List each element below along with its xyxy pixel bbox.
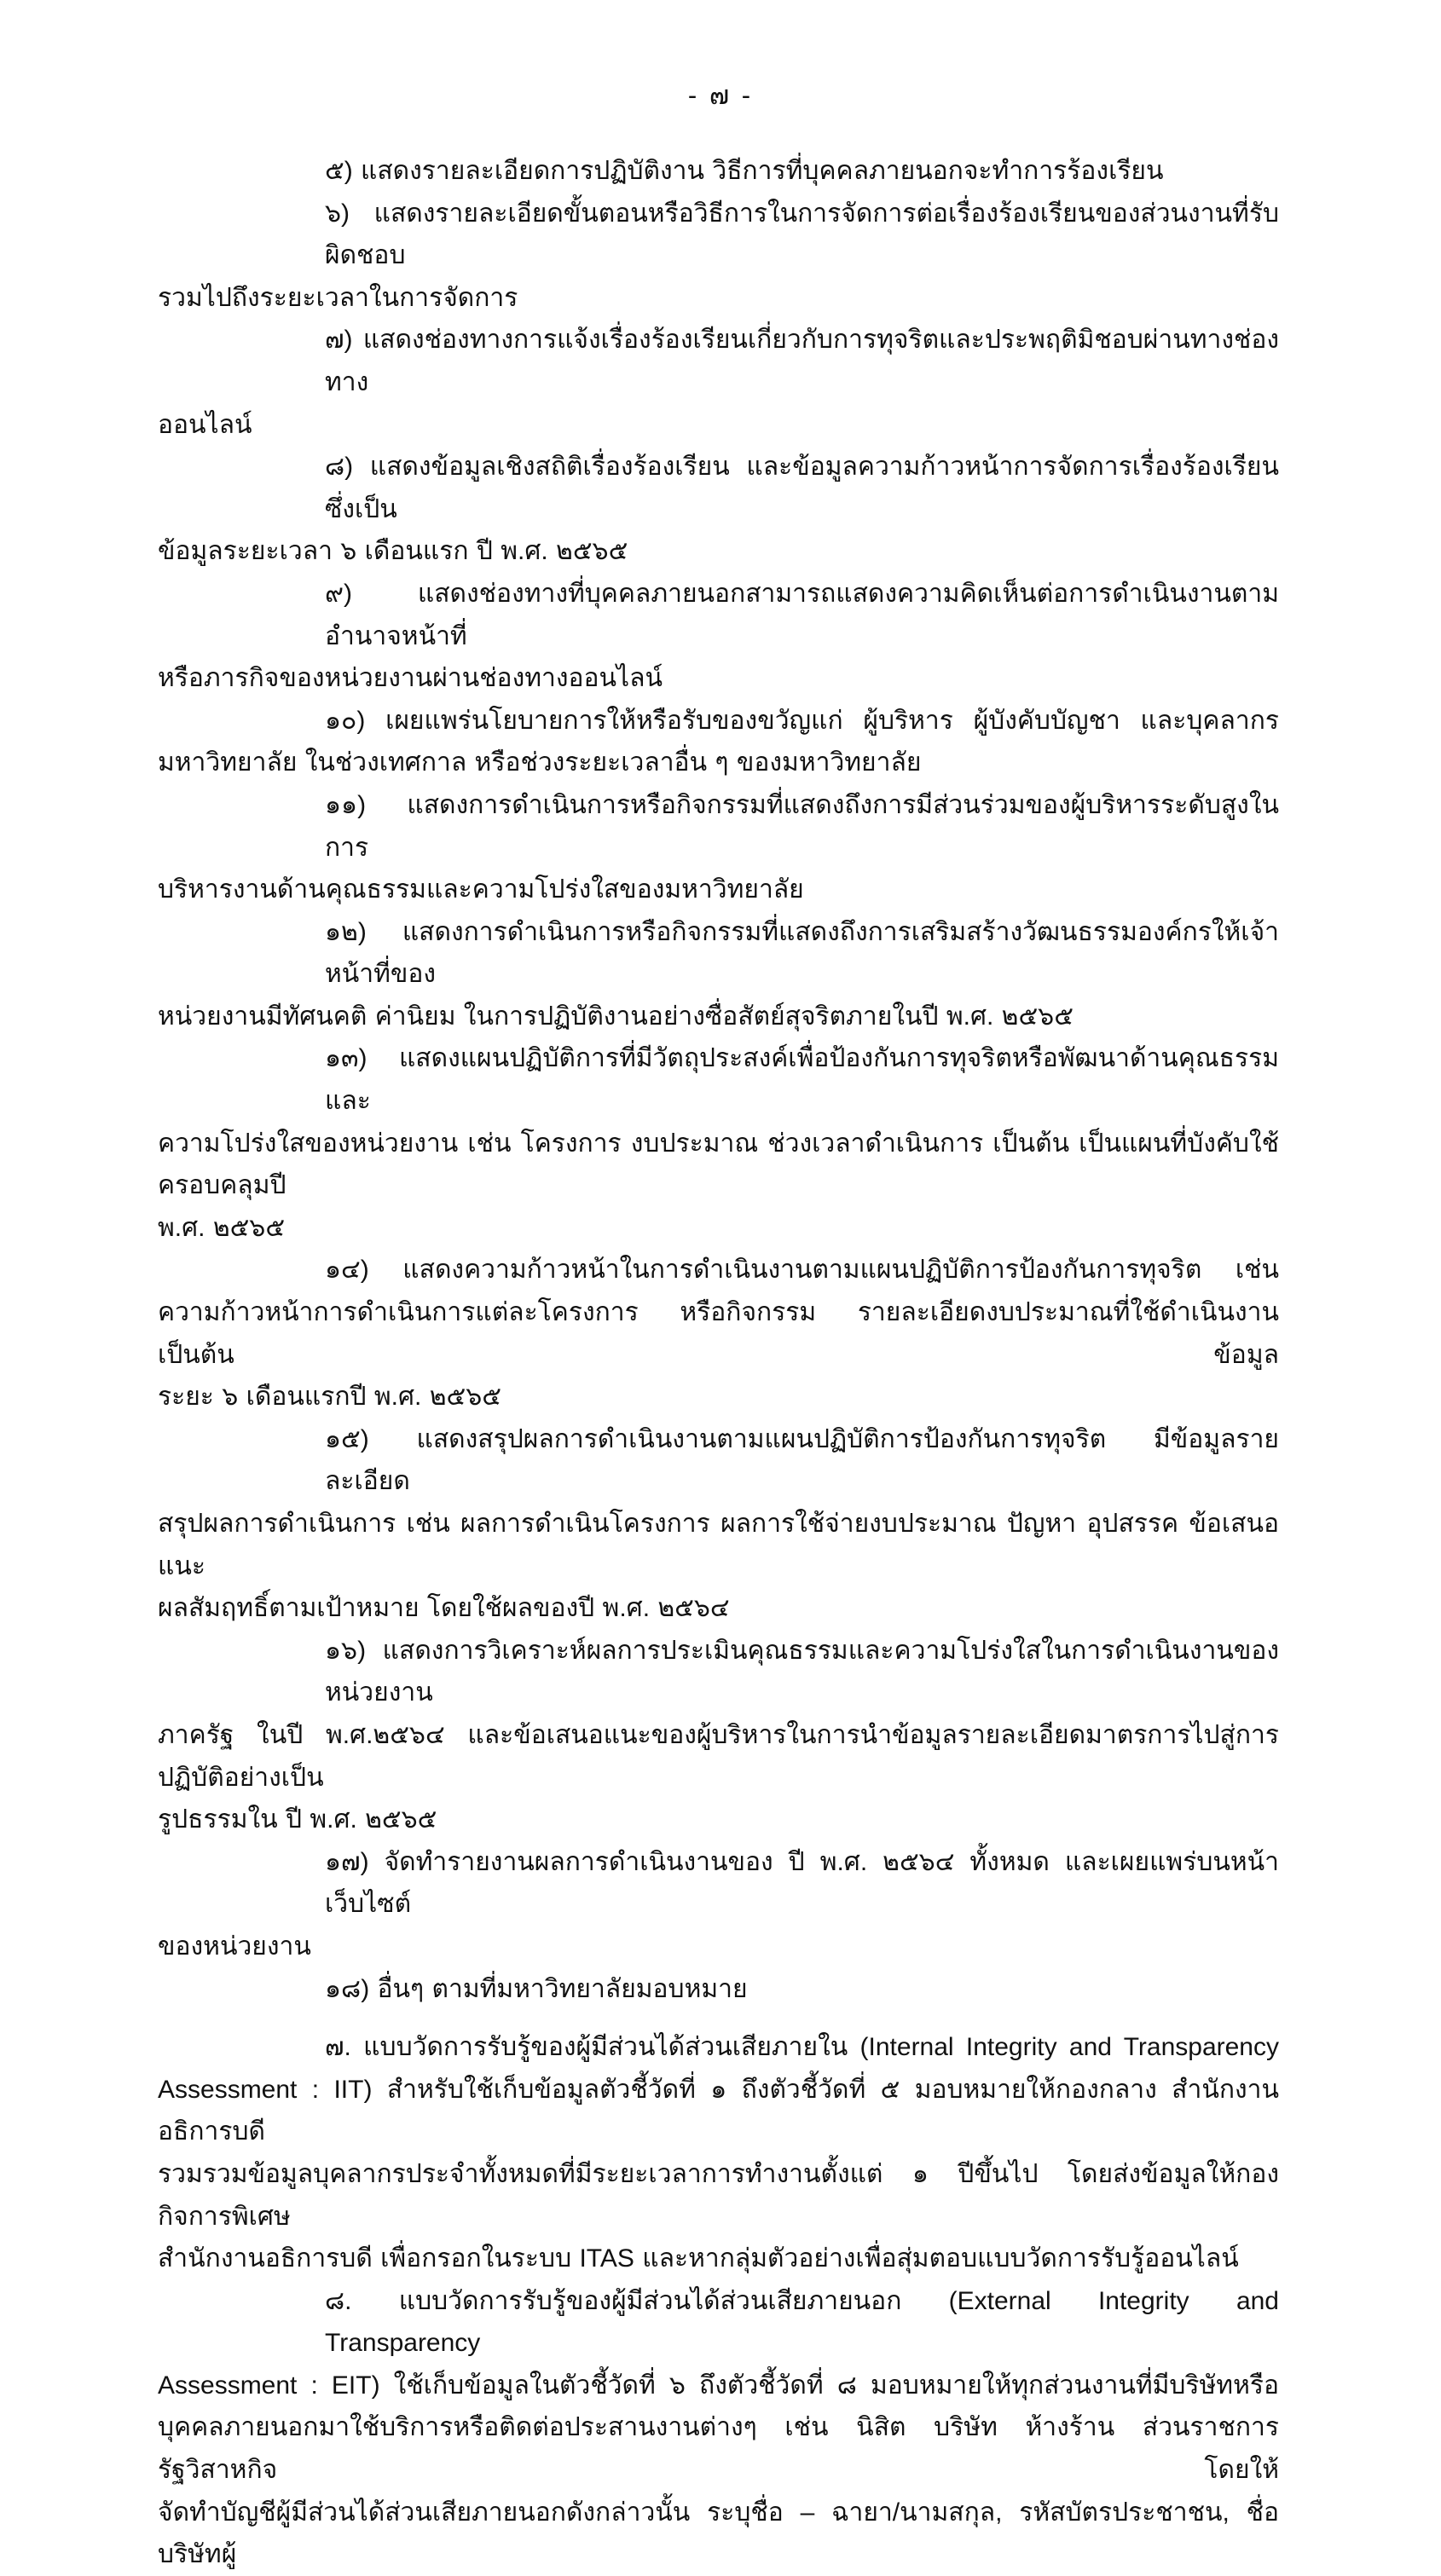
text-line: บริหารงานด้านคุณธรรมและความโปร่งใสของมหาวิทยาลัย (158, 875, 804, 904)
text-line: ระยะ ๖ เดือนแรกปี พ.ศ. ๒๕๖๕ (158, 1383, 501, 1412)
text-line: หรือภารกิจของหน่วยงานผ่านช่องทางออนไลน์ (158, 664, 663, 693)
text-line: สำนักงานอธิการบดี เพื่อกรอกในระบบ ITAS และหากลุ่มตัวอย่างเพื่อสุ่มตอบแบบวัดการรับรู้ออนไลน์ (158, 2244, 1239, 2273)
text-line: ๑๗) จัดทำรายงานผลการดำเนินงานของ ปี พ.ศ. ๒๕๖๔ ทั้งหมด และเผยแพร่บนหน้าเว็บไซต์ (325, 1847, 1279, 1919)
text-line: ๑๔) แสดงความก้าวหน้าในการดำเนินงานตามแผนปฏิบัติการป้องกันการทุจริต เช่น (325, 1256, 1279, 1285)
text-line: ๑๕) แสดงสรุปผลการดำเนินงานตามแผนปฏิบัติการป้องกันการทุจริต มีข้อมูลรายละเอียด (325, 1424, 1279, 1496)
text-line: ๑๑) แสดงการดำเนินการหรือกิจกรรมที่แสดงถึงการมีส่วนร่วมของผู้บริหารระดับสูงในการ (325, 790, 1279, 862)
text-line: Assessment : IIT) สำหรับใช้เก็บข้อมูลตัวชี้วัดที่ ๑ ถึงตัวชี้วัดที่ ๕ มอบหมายให้กองกลาง สำนักงานอธิการบดี (158, 2075, 1279, 2146)
text-line: ๘) แสดงข้อมูลเชิงสถิติเรื่องร้องเรียน และข้อมูลความก้าวหน้าการจัดการเรื่องร้องเรียน ซึ่งเป็น (325, 453, 1279, 523)
text-line: ความโปร่งใสของหน่วยงาน เช่น โครงการ งบประมาณ ช่วงเวลาดำเนินการ เป็นต้น เป็นแผนที่บังคับใช้ครอบคลุมปี (158, 1129, 1279, 1200)
text-line: ๑๓) แสดงแผนปฏิบัติการที่มีวัตถุประสงค์เพื่อป้องกันการทุจริตหรือพัฒนาด้านคุณธรรมและ (325, 1044, 1279, 1116)
text-line: ๑๐) เผยแพร่นโยบายการให้หรือรับของขวัญแก่ ผู้บริหาร ผู้บังคับบัญชา และบุคลากร (325, 706, 1279, 735)
document-body (158, 150, 1279, 2576)
text-line: ๗. แบบวัดการรับรู้ของผู้มีส่วนได้ส่วนเสียภายใน (Internal Integrity and Transparency (325, 2033, 1279, 2062)
text-line: รูปธรรมใน ปี พ.ศ. ๒๕๖๕ (158, 1805, 437, 1834)
text-line: ๑๒) แสดงการดำเนินการหรือกิจกรรมที่แสดงถึงการเสริมสร้างวัฒนธรรมองค์กรให้เจ้าหน้าที่ของ (325, 917, 1279, 989)
text-line: ๖) แสดงรายละเอียดขั้นตอนหรือวิธีการในการจัดการต่อเรื่องร้องเรียนของส่วนงานที่รับผิดชอบ (325, 199, 1279, 270)
text-line: ๙) แสดงช่องทางที่บุคคลภายนอกสามารถแสดงความคิดเห็นต่อการดำเนินงานตามอำนาจหน้าที่ (325, 579, 1279, 650)
text-line: รวมไปถึงระยะเวลาในการจัดการ (158, 283, 518, 312)
text-line: ๕) แสดงรายละเอียดการปฏิบัติงาน วิธีการที่บุคคลภายนอกจะทำการร้องเรียน (325, 157, 1164, 185)
text-line: Assessment : EIT) ใช้เก็บข้อมูลในตัวชี้วัดที่ ๖ ถึงตัวชี้วัดที่ ๘ มอบหมายให้ทุกส่วนงานที่มีบริษัทหรือ (158, 2371, 1279, 2400)
text-line: ความก้าวหน้าการดำเนินการแต่ละโครงการ หรือกิจกรรม รายละเอียดงบประมาณที่ใช้ดำเนินงาน เป็นต้น ข้อมูล (158, 1298, 1279, 1369)
text-line: ภาครัฐ ในปี พ.ศ.๒๕๖๔ และข้อเสนอแนะของผู้บริหารในการนำข้อมูลรายละเอียดมาตรการไปสู่การปฏิบัติอย่างเป็น (158, 1720, 1279, 1792)
text-line: พ.ศ. ๒๕๖๕ (158, 1213, 286, 1242)
text-line: บุคคลภายนอกมาใช้บริการหรือติดต่อประสานงานต่างๆ เช่น นิสิต บริษัท ห้างร้าน ส่วนราชการ รัฐวิสาหกิจ โดยให้ (158, 2413, 1279, 2485)
text-line: ๑๖) แสดงการวิเคราะห์ผลการประเมินคุณธรรมและความโปร่งใสในการดำเนินงานของหน่วยงาน (325, 1636, 1279, 1707)
text-line: ๗) แสดงช่องทางการแจ้งเรื่องร้องเรียนเกี่ยวกับการทุจริตและประพฤติมิชอบผ่านทางช่องทาง (325, 326, 1279, 396)
text-line: จัดทำบัญชีผู้มีส่วนได้ส่วนเสียภายนอกดังกล่าวนั้น ระบุชื่อ – ฉายา/นามสกุล, รหัสบัตรประชาชน, ชื่อบริษัทผู้ (158, 2498, 1279, 2569)
text-line: ของหน่วยงาน (158, 1932, 311, 1961)
text-line: มหาวิทยาลัย ในช่วงเทศกาล หรือช่วงระยะเวลาอื่น ๆ ของมหาวิทยาลัย (158, 748, 922, 777)
text-line: ออนไลน์ (158, 410, 252, 439)
text-line: รวมรวมข้อมูลบุคลากรประจำทั้งหมดที่มีระยะเวลาการทำงานตั้งแต่ ๑ ปีขึ้นไป โดยส่งข้อมูลให้กองกิจการพิเศษ (158, 2159, 1279, 2231)
text-line: ผลสัมฤทธิ์ตามเป้าหมาย โดยใช้ผลของปี พ.ศ. ๒๕๖๔ (158, 1594, 730, 1623)
page-number: - ๗ - (687, 80, 754, 110)
text-line: ๘. แบบวัดการรับรู้ของผู้มีส่วนได้ส่วนเสียภายนอก (External Integrity and Transparency (325, 2286, 1279, 2358)
text-line: ๑๘) อื่นๆ ตามที่มหาวิทยาลัยมอบหมาย (325, 1974, 748, 2003)
text-line: สรุปผลการดำเนินการ เช่น ผลการดำเนินโครงการ ผลการใช้จ่ายงบประมาณ ปัญหา อุปสรรค ข้อเสนอแนะ (158, 1510, 1279, 1580)
text-line: หน่วยงานมีทัศนคติ ค่านิยม ในการปฏิบัติงานอย่างซื่อสัตย์สุจริตภายในปี พ.ศ. ๒๕๖๕ (158, 1002, 1074, 1031)
text-line: ข้อมูลระยะเวลา ๖ เดือนแรก ปี พ.ศ. ๒๕๖๕ (158, 537, 628, 566)
